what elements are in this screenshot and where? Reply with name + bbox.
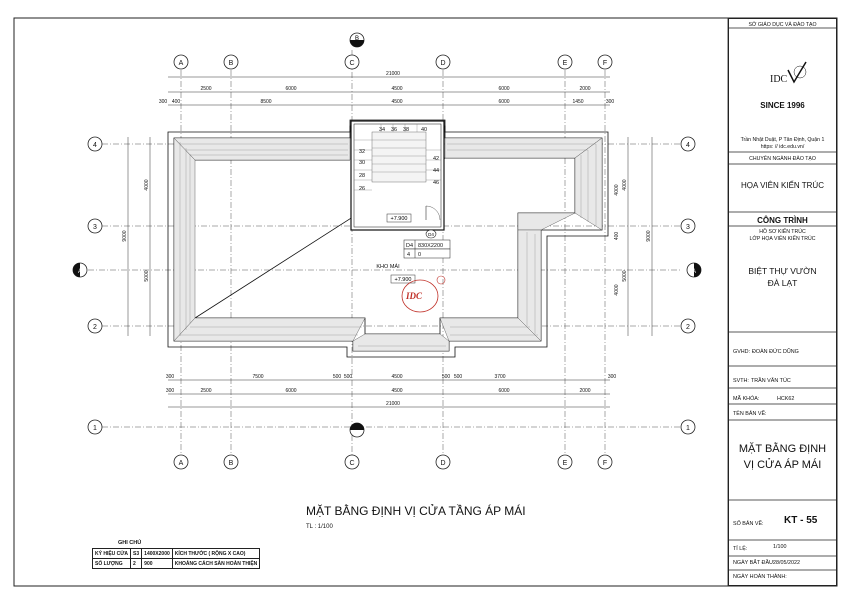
dim-bottom-1-6: 500: [453, 374, 463, 380]
drawing-title: MẶT BẰNG ĐỊNH VỊ CỬA TẦNG ÁP MÁI: [306, 504, 526, 518]
stair-number: 44: [432, 168, 440, 174]
svg-text:IDC: IDC: [770, 74, 788, 85]
axis-label-b-top: B: [228, 60, 234, 67]
svth-value: TRẦN VĂN TÚC: [751, 378, 791, 384]
door-tag: [426, 230, 436, 238]
table-cell: KÍCH THƯỚC ( RỘNG X CAO): [172, 549, 260, 559]
dim-bottom-1-2: 500: [332, 374, 342, 380]
stair-number: 38: [402, 127, 410, 133]
dim-bottom-outer: 21000: [386, 401, 400, 407]
gvhd-label: GVHD:: [733, 349, 751, 355]
project-name-1: BIỆT THỰ VƯỜN: [748, 266, 817, 276]
axis-label-d-top: D: [440, 60, 446, 67]
website[interactable]: https: // idc.edu.vn/: [760, 144, 805, 150]
axis-label-f-bottom: F: [602, 460, 608, 467]
end-date-label: NGÀY HOÀN THÀNH:: [733, 574, 787, 580]
dim-right-outer: 9000: [646, 230, 652, 242]
dim-top-1-4: 2000: [579, 86, 591, 92]
dim-bottom-2-0: 300: [165, 388, 175, 394]
grid-bubbles-top: [174, 55, 612, 69]
table-cell: S3: [131, 549, 142, 559]
stair-number: 36: [390, 127, 398, 133]
svg-text:+7.900: +7.900: [390, 216, 408, 222]
dim-bottom-2-2: 6000: [285, 388, 297, 394]
dim-bottom-2-4: 6000: [498, 388, 510, 394]
table-cell: 1400X2000: [142, 549, 173, 559]
stair-number: 28: [358, 173, 366, 179]
ratio-value: 1/100: [773, 544, 787, 550]
section-mark-top: [350, 33, 364, 47]
dim-top-2-0: 300: [158, 99, 168, 105]
notes-block: [92, 540, 260, 569]
svg-text:IDC: IDC: [405, 291, 423, 301]
notes-header: GHI CHÚ: [118, 540, 142, 546]
dim-left-part-1: 5000: [144, 270, 150, 282]
address: Trần Nhật Duật, P Tân Định, Quận 1: [740, 137, 825, 143]
project-header: CÔNG TRÌNH: [757, 216, 808, 225]
dim-right-inner-1: 400: [614, 231, 620, 241]
sheet-name-label: TÊN BẢN VẼ:: [733, 411, 767, 417]
gvhd-value: ĐOÀN ĐỨC DŨNG: [752, 349, 799, 355]
svth-label: SVTH:: [733, 378, 749, 384]
course-code-value: HCK62: [777, 396, 795, 402]
svg-text:D4: D4: [406, 243, 414, 249]
stair-number: 30: [358, 160, 366, 166]
dim-right-inner-2: 4000: [614, 284, 620, 296]
dim-top-1-2: 4500: [391, 86, 403, 92]
stair-level-tag: [387, 214, 411, 222]
since-label: SINCE 1996: [760, 101, 805, 110]
sheet-name-1: MẶT BẰNG ĐỊNH: [738, 443, 827, 455]
major-label: CHUYÊN NGÀNH ĐÀO TẠO: [749, 156, 816, 162]
dim-top-2-6: 300: [605, 99, 615, 105]
notes-table: [92, 548, 260, 569]
start-date-label: NGÀY BẮT ĐẦU:: [733, 560, 775, 566]
department: SỞ GIÁO DỤC VÀ ĐÀO TẠO: [748, 22, 817, 28]
drawing-scale: TL : 1/100: [306, 524, 333, 530]
dim-left-part-0: 4000: [144, 179, 150, 191]
axis-label-e-bottom: E: [562, 460, 568, 467]
stair-number: 46: [432, 180, 440, 186]
axis-label-c-bottom: C: [349, 460, 355, 467]
axis-label-1-right: 1: [686, 425, 690, 432]
dim-bottom-1-5: 500: [441, 374, 451, 380]
course-code-label: MÃ KHÓA:: [733, 396, 760, 402]
dim-top-1-1: 6000: [285, 86, 297, 92]
grid-bubbles-bottom: [174, 455, 612, 469]
room-name: KHO MÁI: [376, 264, 400, 270]
title-block: [728, 18, 837, 586]
stair-number: 42: [432, 156, 440, 162]
table-cell: 900: [142, 559, 173, 569]
dim-right-part-1: 5000: [622, 270, 628, 282]
axis-label-4-right: 4: [686, 142, 690, 149]
dim-right-inner-0: 4000: [614, 184, 620, 196]
axis-label-a-bottom: A: [178, 460, 184, 467]
axis-label-4-left: 4: [93, 142, 97, 149]
dim-bottom-1-3: 500: [343, 374, 353, 380]
stair-number: 26: [358, 186, 366, 192]
table-cell: 2: [131, 559, 142, 569]
axis-label-f-top: F: [602, 60, 608, 67]
table-cell: KÝ HIỆU CỬA: [93, 549, 131, 559]
section-mark-a-right: [687, 263, 701, 277]
dim-top-outer: 21000: [386, 71, 400, 77]
stair-number: 32: [358, 149, 366, 155]
stair-number: 34: [378, 127, 386, 133]
table-row: [93, 549, 260, 559]
svg-text:+7.900: +7.900: [394, 277, 412, 283]
door-table: [404, 240, 450, 258]
dim-bottom-2-1: 2500: [200, 388, 212, 394]
sheet-name-2: VỊ CỬA ÁP MÁI: [743, 459, 822, 471]
table-cell: KHOẢNG CÁCH SÀN HOÀN THIỆN: [172, 559, 260, 569]
start-date-value: 28/05/2022: [773, 560, 800, 566]
axis-label-d-bottom: D: [440, 460, 446, 467]
axis-label-1-left: 1: [93, 425, 97, 432]
axis-label-2-left: 2: [93, 324, 97, 331]
table-row: [93, 559, 260, 569]
project-name-2: ĐÀ LẠT: [767, 278, 798, 288]
axis-label-3-right: 3: [686, 224, 690, 231]
project-sub2: LỚP HỌA VIÊN KIẾN TRÚC: [749, 236, 816, 242]
axis-label-c-top: C: [349, 60, 355, 67]
sheet-frame: [14, 18, 837, 586]
dim-right-part-0: 4000: [622, 179, 628, 191]
section-mark-a-left: [73, 263, 87, 277]
axis-label-2-right: 2: [686, 324, 690, 331]
dim-top-2-1: 400: [171, 99, 181, 105]
project-sub1: HỒ SƠ KIẾN TRÚC: [759, 229, 806, 235]
dim-top-2-5: 1450: [572, 99, 584, 105]
dim-bottom-1-7: 3700: [494, 374, 506, 380]
svg-text:D4: D4: [428, 232, 434, 237]
svg-text:A: A: [691, 269, 697, 275]
sheet-number-label: SỐ BẢN VẼ:: [733, 521, 764, 527]
axis-label-3-left: 3: [93, 224, 97, 231]
dim-bottom-2-3: 4500: [391, 388, 403, 394]
axis-label-a-top: A: [178, 60, 184, 67]
dim-top-1-0: 2500: [200, 86, 212, 92]
table-cell: SỐ LƯỢNG: [93, 559, 131, 569]
svg-text:4: 4: [407, 252, 411, 258]
stair-number: 40: [420, 127, 428, 133]
dim-left-outer: 9000: [122, 230, 128, 242]
dim-bottom-1-4: 4500: [391, 374, 403, 380]
ratio-label: TỈ LỆ:: [733, 546, 748, 552]
dim-bottom-1-8: 300: [607, 374, 617, 380]
dim-top-1-3: 6000: [498, 86, 510, 92]
svg-text:A: A: [77, 269, 83, 275]
svg-text:B: B: [354, 432, 360, 438]
svg-text:B: B: [354, 36, 360, 42]
dim-top-2-2: 8500: [260, 99, 272, 105]
course-name: HỌA VIÊN KIẾN TRÚC: [741, 181, 824, 190]
dim-top-2-3: 4500: [391, 99, 403, 105]
dim-bottom-1-0: 300: [165, 374, 175, 380]
sheet-number: KT - 55: [784, 515, 818, 526]
axis-label-e-top: E: [562, 60, 568, 67]
svg-text:830X2200: 830X2200: [418, 243, 444, 249]
dim-bottom-1-1: 7500: [252, 374, 264, 380]
svg-text:0: 0: [418, 252, 422, 258]
dim-bottom-2-5: 2000: [579, 388, 591, 394]
axis-label-b-bottom: B: [228, 460, 234, 467]
dim-top-2-4: 6000: [498, 99, 510, 105]
